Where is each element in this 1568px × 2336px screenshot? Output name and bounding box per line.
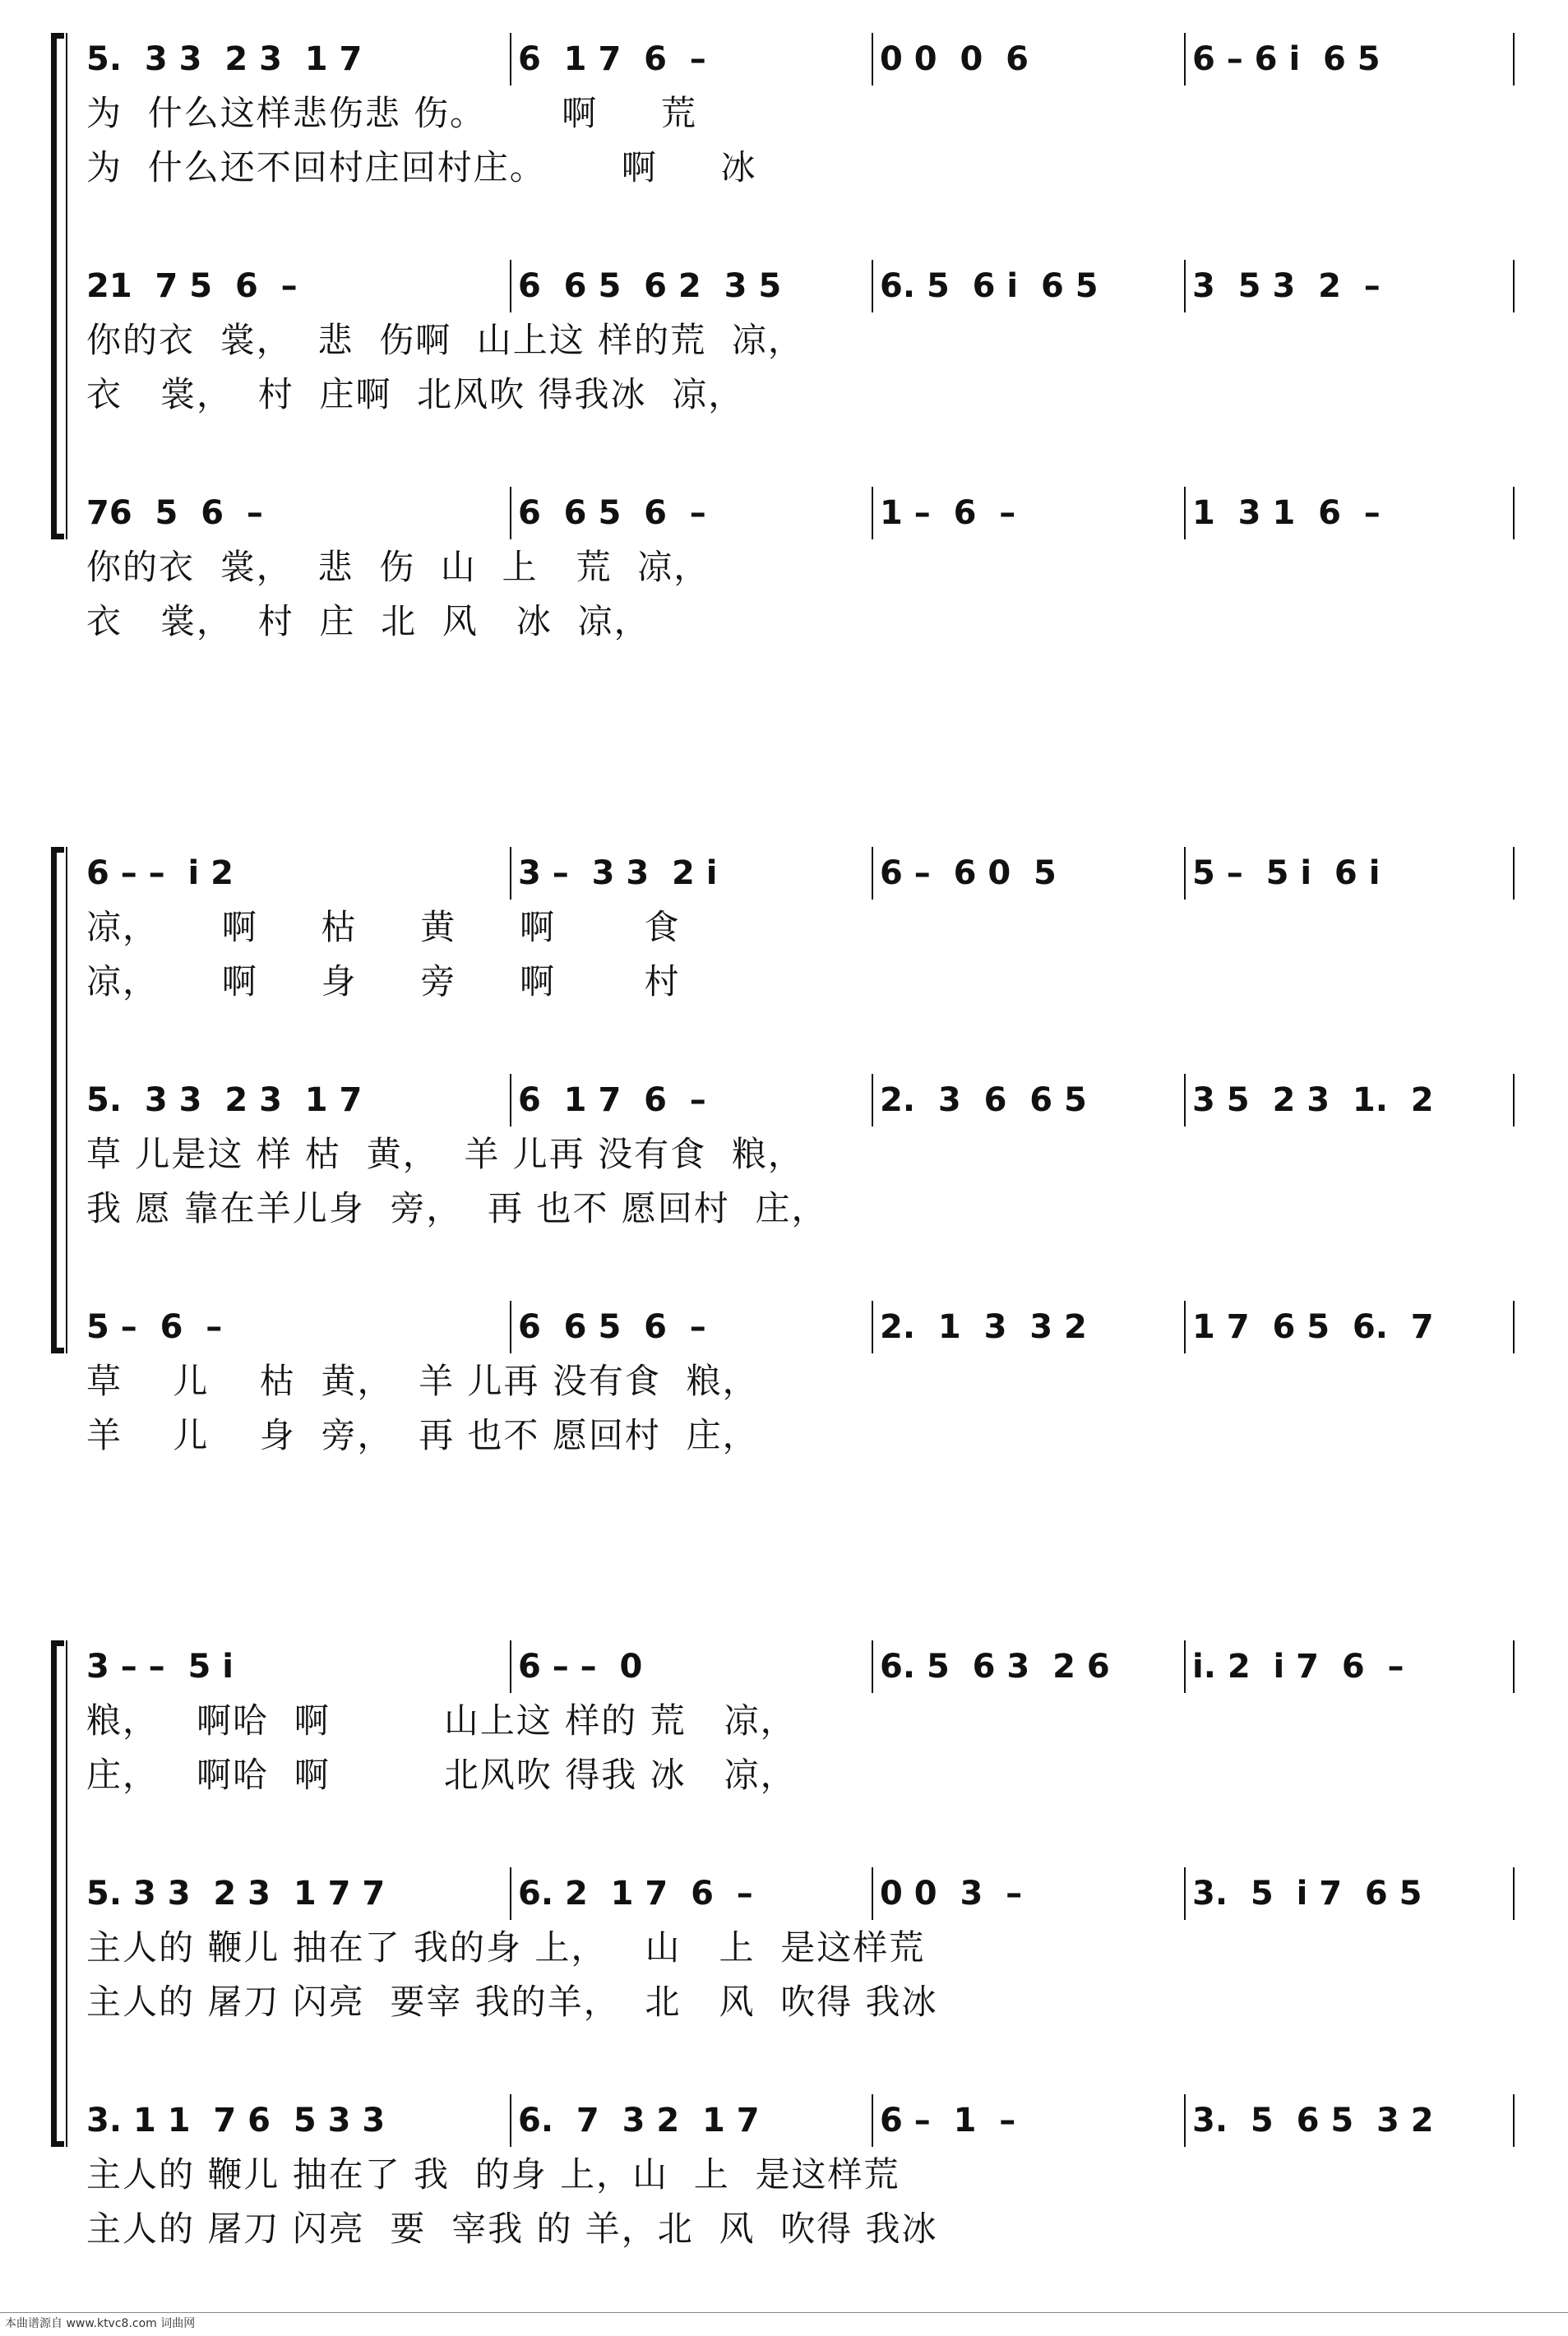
measure: 5 – 5 i 6 i xyxy=(1192,854,1381,892)
measure: 76 5 6 – xyxy=(86,494,263,532)
lyric-line: 衣 裳， 村 庄 北 风 冰 凉， xyxy=(86,601,650,641)
barline xyxy=(510,1301,511,1353)
lyric-line: 草 儿是这 样 枯 黄， 羊 儿再 没有食 粮， xyxy=(86,1134,804,1174)
measure: i. 2 i 7 6 – xyxy=(1192,1648,1404,1686)
measure: 6. 5 6 3 2 6 xyxy=(880,1648,1110,1686)
notation-row xyxy=(86,260,1517,312)
lyric-line: 为 什么还不回村庄回村庄。 啊 冰 xyxy=(86,147,757,187)
barline xyxy=(510,1867,511,1920)
barline xyxy=(510,1074,511,1126)
measure: 6. 7 3 2 1 7 xyxy=(518,2102,760,2139)
barline xyxy=(510,1640,511,1693)
barline xyxy=(1184,1074,1186,1126)
measure: 6 – 1 – xyxy=(880,2102,1016,2139)
barline xyxy=(1513,1867,1515,1920)
footer-source: 本曲谱源自 www.ktvc8.com 词曲网 xyxy=(5,2317,196,2330)
lyric-line: 为 什么这样悲伤悲 伤。 啊 荒 xyxy=(86,93,697,133)
measure: 1 – 6 – xyxy=(880,494,1016,532)
lyric-line: 主人的 屠刀 闪亮 要 宰我 的 羊，北 风 吹得 我冰 xyxy=(86,2209,938,2249)
measure: 3 – – 5 i xyxy=(86,1648,234,1686)
lyric-line: 庄， 啊哈 啊 北风吹 得我 冰 凉， xyxy=(86,1755,797,1795)
barline xyxy=(1513,487,1515,539)
measure: 6 – 6 i 6 5 xyxy=(1192,40,1381,78)
barline xyxy=(872,1301,873,1353)
measure: 2. 3 6 6 5 xyxy=(880,1081,1087,1119)
barline xyxy=(1184,2094,1186,2147)
measure: 5. 3 3 2 3 1 7 xyxy=(86,40,363,78)
system-bracket xyxy=(51,33,57,539)
measure: 1 3 1 6 – xyxy=(1192,494,1381,532)
barline xyxy=(1513,1301,1515,1353)
notation-row xyxy=(86,1640,1517,1693)
barline xyxy=(1184,1867,1186,1920)
notation-row xyxy=(86,33,1517,86)
barline xyxy=(510,33,511,86)
barline xyxy=(1513,1074,1515,1126)
barline xyxy=(1513,260,1515,312)
lyric-line: 我 愿 靠在羊儿身 旁， 再 也不 愿回村 庄， xyxy=(86,1188,828,1228)
barline xyxy=(510,487,511,539)
measure: 3. 5 6 5 3 2 xyxy=(1192,2102,1434,2139)
measure: 6 – – i 2 xyxy=(86,854,234,892)
measure: 6. 2 1 7 6 – xyxy=(518,1875,753,1913)
barline xyxy=(872,260,873,312)
measure: 0 0 0 6 xyxy=(880,40,1029,78)
lyric-line: 羊 儿 身 旁， 再 也不 愿回村 庄， xyxy=(86,1415,759,1455)
lyric-line: 主人的 鞭儿 抽在了 我 的身 上，山 上 是这样荒 xyxy=(86,2154,900,2195)
notation-row xyxy=(86,1074,1517,1126)
measure: 6 1 7 6 – xyxy=(518,40,706,78)
barline xyxy=(510,2094,511,2147)
barline xyxy=(510,260,511,312)
barline xyxy=(1184,847,1186,900)
measure: 6 1 7 6 – xyxy=(518,1081,706,1119)
lyric-line: 主人的 屠刀 闪亮 要宰 我的羊， 北 风 吹得 我冰 xyxy=(86,1982,938,2022)
barline xyxy=(872,487,873,539)
measure: 3 – 3 3 2 i xyxy=(518,854,718,892)
barline xyxy=(872,2094,873,2147)
notation-row xyxy=(86,2094,1517,2147)
lyric-line: 你的衣 裳， 悲 伤 山 上 荒 凉， xyxy=(86,547,710,587)
barline xyxy=(1184,1640,1186,1693)
barline xyxy=(872,33,873,86)
barline xyxy=(1513,847,1515,900)
system-bracket xyxy=(51,847,57,1353)
lyric-line: 主人的 鞭儿 抽在了 我的身 上， 山 上 是这样荒 xyxy=(86,1927,926,1968)
lyric-line: 粮， 啊哈 啊 山上这 样的 荒 凉， xyxy=(86,1700,797,1741)
notation-row xyxy=(86,1867,1517,1920)
measure: 6 6 5 6 2 3 5 xyxy=(518,267,782,305)
measure: 6 – 6 0 5 xyxy=(880,854,1057,892)
lyric-line: 凉， 啊 身 旁 啊 村 xyxy=(86,961,681,1001)
barline xyxy=(1184,1301,1186,1353)
system-thin-line xyxy=(66,33,67,539)
barline xyxy=(872,1640,873,1693)
barline xyxy=(1513,33,1515,86)
barline xyxy=(1184,33,1186,86)
measure: 6 6 5 6 – xyxy=(518,1308,706,1346)
lyric-line: 草 儿 枯 黄， 羊 儿再 没有食 粮， xyxy=(86,1361,759,1401)
barline xyxy=(1184,260,1186,312)
system-thin-line xyxy=(66,1640,67,2147)
measure: 2. 1 3 3 2 xyxy=(880,1308,1087,1346)
lyric-line: 衣 裳， 村 庄啊 北风吹 得我冰 凉， xyxy=(86,374,745,414)
footer-rule xyxy=(0,2312,1568,2313)
measure: 3. 5 i 7 6 5 xyxy=(1192,1875,1422,1913)
system-thin-line xyxy=(66,847,67,1353)
notation-row xyxy=(86,847,1517,900)
lyric-line: 你的衣 裳， 悲 伤啊 山上这 样的荒 凉， xyxy=(86,320,804,360)
measure: 3 5 2 3 1. 2 xyxy=(1192,1081,1434,1119)
measure: 0 0 3 – xyxy=(880,1875,1023,1913)
barline xyxy=(872,1074,873,1126)
measure: 6 – – 0 xyxy=(518,1648,643,1686)
measure: 3 5 3 2 – xyxy=(1192,267,1381,305)
lyric-line: 凉， 啊 枯 黄 啊 食 xyxy=(86,907,681,947)
barline xyxy=(1184,487,1186,539)
measure: 21 7 5 6 – xyxy=(86,267,298,305)
barline xyxy=(1513,2094,1515,2147)
notation-row xyxy=(86,487,1517,539)
barline xyxy=(510,847,511,900)
barline xyxy=(1513,1640,1515,1693)
barline xyxy=(872,847,873,900)
system-bracket xyxy=(51,1640,57,2147)
measure: 3. 1 1 7 6 5 3 3 xyxy=(86,2102,386,2139)
measure: 5. 3 3 2 3 1 7 xyxy=(86,1081,363,1119)
measure: 5. 3 3 2 3 1 7 7 xyxy=(86,1875,386,1913)
measure: 5 – 6 – xyxy=(86,1308,223,1346)
barline xyxy=(872,1867,873,1920)
notation-row xyxy=(86,1301,1517,1353)
measure: 6. 5 6 i 6 5 xyxy=(880,267,1099,305)
measure: 1 7 6 5 6. 7 xyxy=(1192,1308,1434,1346)
measure: 6 6 5 6 – xyxy=(518,494,706,532)
